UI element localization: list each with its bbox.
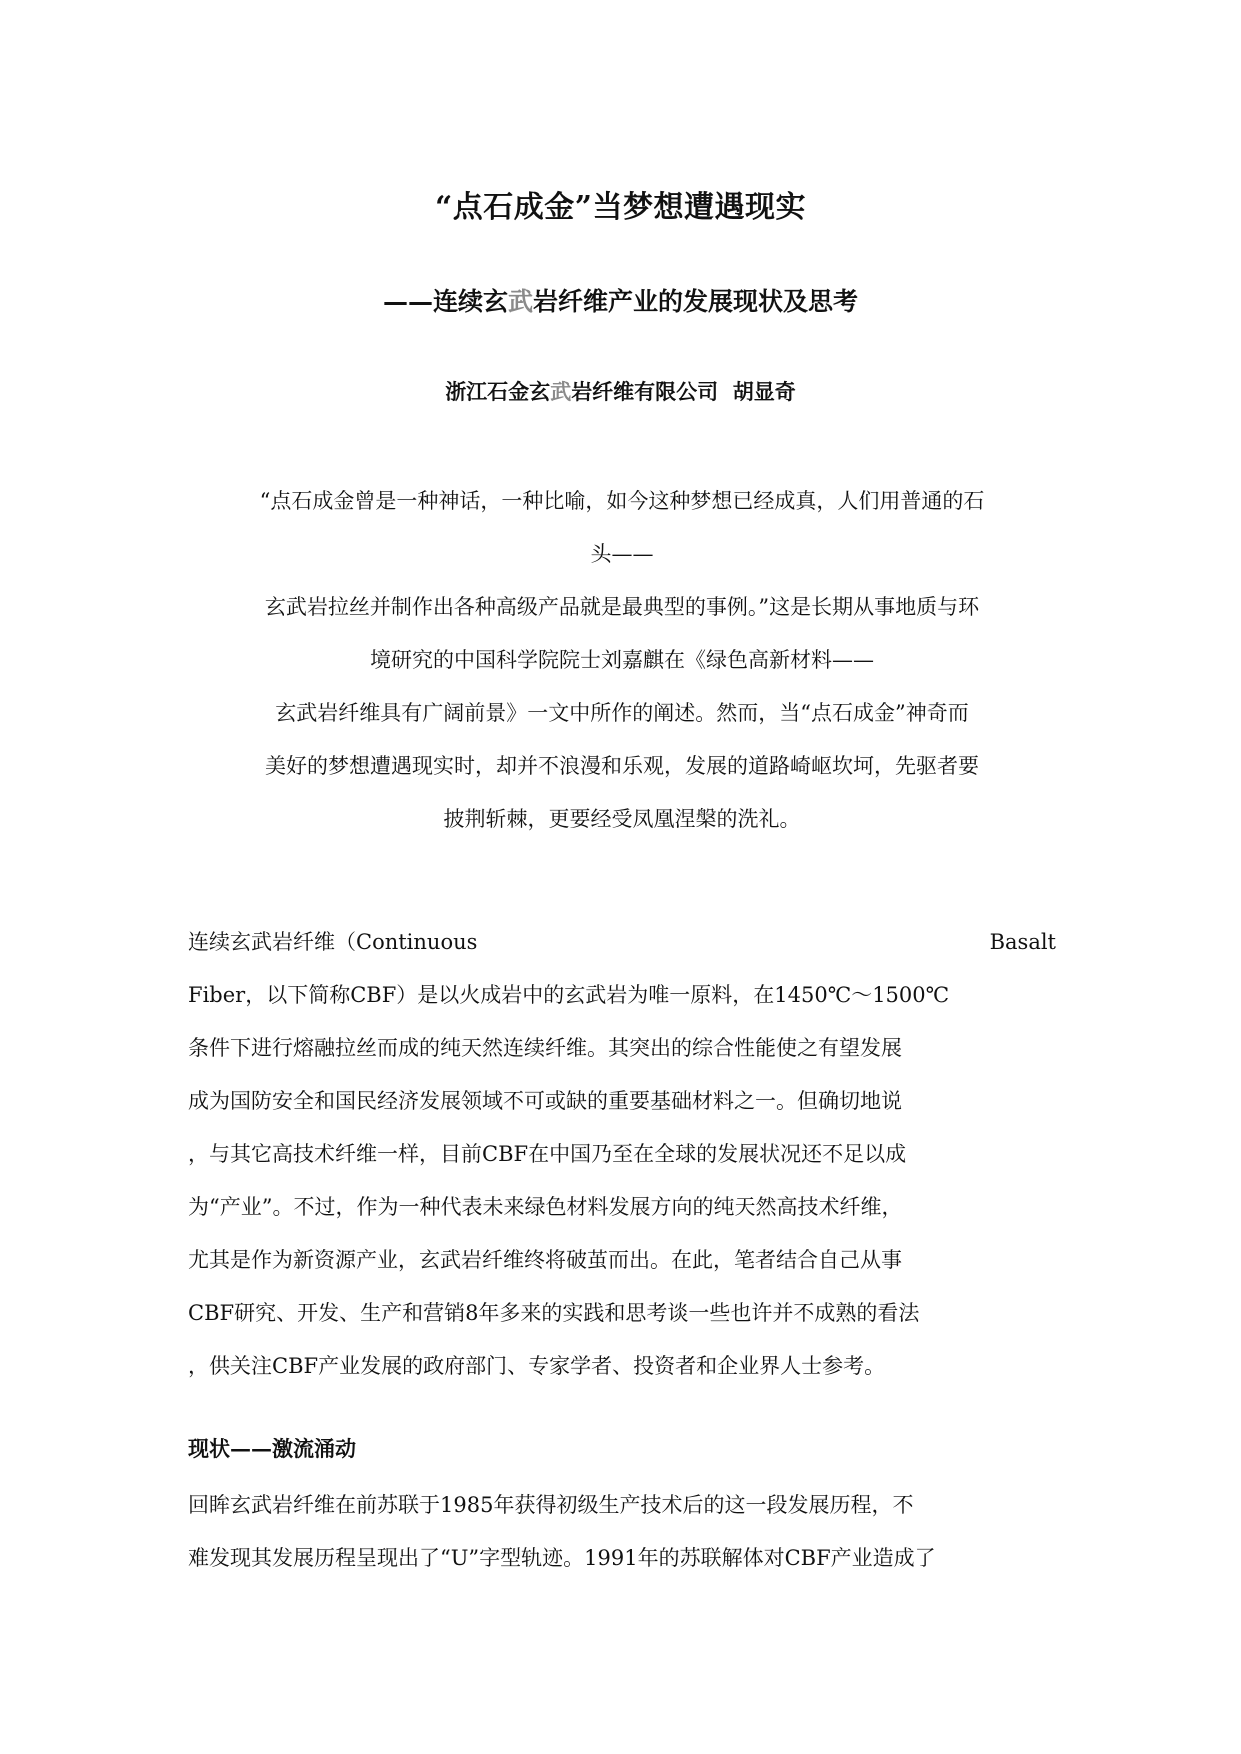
quote-paragraph xyxy=(188,475,1056,846)
intro-line: ，与其它高技术纤维一样，目前CBF在中国乃至在全球的发展状况还不足以成 xyxy=(188,1142,907,1166)
author-text-after: 岩纤维有限公司 胡显奇 xyxy=(571,379,796,404)
subtitle-highlight-char: 武 xyxy=(507,287,533,316)
section-paragraph xyxy=(188,1479,1056,1585)
author-text-before: 浙江石金玄 xyxy=(445,379,551,404)
intro-first-line-left: 连续玄武岩纤维（Continuous xyxy=(188,930,478,954)
intro-paragraph xyxy=(188,916,1056,1393)
author-highlight-char: 武 xyxy=(550,379,572,404)
document-title: “点石成金”当梦想遭遇现实 xyxy=(434,190,806,225)
quote-line: 境研究的中国科学院院士刘嘉麒在《绿色高新材料—— xyxy=(370,648,874,672)
document-subtitle xyxy=(0,285,1241,319)
subtitle-text-after: 岩纤维产业的发展现状及思考 xyxy=(533,287,859,316)
quote-line: 头—— xyxy=(590,542,654,566)
intro-first-line xyxy=(188,916,1056,969)
quote-line: 美好的梦想遭遇现实时，却并不浪漫和乐观，发展的道路崎岖坎坷，先驱者要 xyxy=(265,754,979,778)
intro-first-line-right: Basalt xyxy=(989,930,1056,954)
intro-line: 成为国防安全和国民经济发展领域不可或缺的重要基础材料之一。但确切地说 xyxy=(188,1089,902,1113)
intro-line: 条件下进行熔融拉丝而成的纯天然连续纤维。其突出的综合性能使之有望发展 xyxy=(188,1036,902,1060)
intro-line: 尤其是作为新资源产业，玄武岩纤维终将破茧而出。在此，笔者结合自己从事 xyxy=(188,1248,902,1272)
author-line xyxy=(0,377,1241,407)
intro-line: CBF研究、开发、生产和营销8年多来的实践和思考谈一些也许并不成熟的看法 xyxy=(188,1301,920,1325)
intro-line: 为“产业”。不过，作为一种代表未来绿色材料发展方向的纯天然高技术纤维， xyxy=(188,1195,903,1219)
section-line: 难发现其发展历程呈现出了“U”字型轨迹。1991年的苏联解体对CBF产业造成了 xyxy=(188,1546,936,1570)
quote-line: 玄武岩纤维具有广阔前景》一文中所作的阐述。然而，当“点石成金”神奇而 xyxy=(275,701,969,725)
quote-line: 披荆斩棘，更要经受凤凰涅槃的洗礼。 xyxy=(443,807,801,831)
quote-line: “点石成金曾是一种神话，一种比喻，如今这种梦想已经成真，人们用普通的石 xyxy=(259,489,985,513)
section-heading: 现状——激流涌动 xyxy=(188,1436,356,1461)
subtitle-text-before: ——连续玄 xyxy=(382,287,508,316)
quote-line: 玄武岩拉丝并制作出各种高级产品就是最典型的事例。”这是长期从事地质与环 xyxy=(264,595,980,619)
section-line: 回眸玄武岩纤维在前苏联于1985年获得初级生产技术后的这一段发展历程，不 xyxy=(188,1493,914,1517)
intro-line: ，供关注CBF产业发展的政府部门、专家学者、投资者和企业界人士参考。 xyxy=(188,1354,886,1378)
intro-line: Fiber，以下简称CBF）是以火成岩中的玄武岩为唯一原料，在1450℃～1500℃ xyxy=(188,983,950,1007)
